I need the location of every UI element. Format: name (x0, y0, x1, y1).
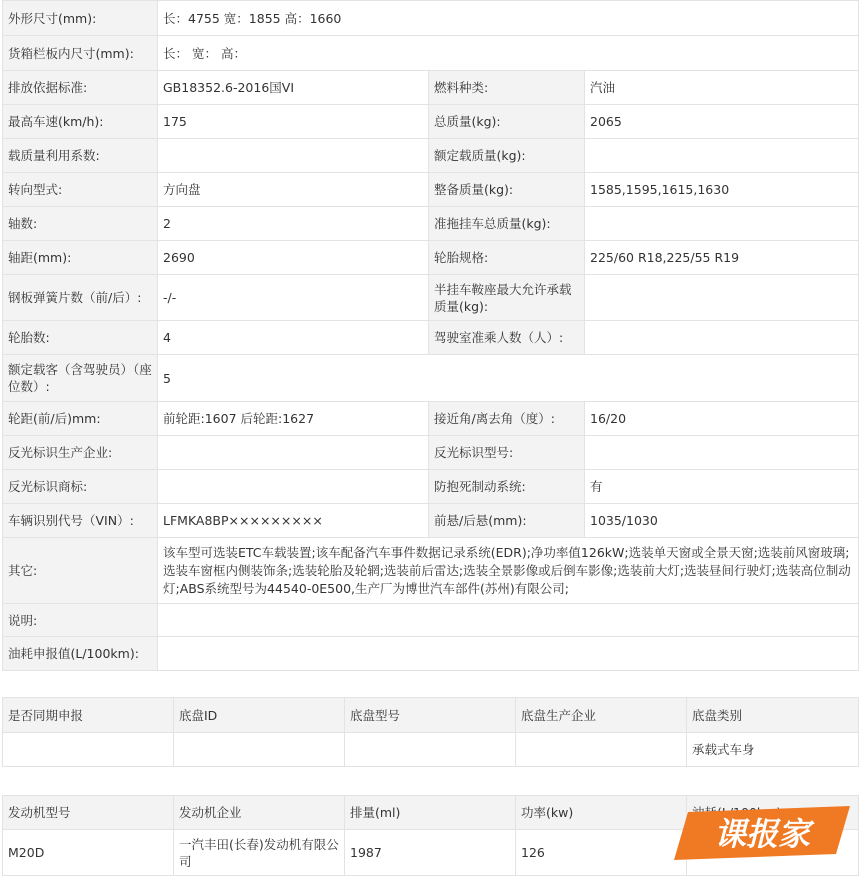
chassis-header-model: 底盘型号 (345, 698, 516, 733)
spec-row-leafspring (3, 275, 859, 321)
dimensions-value: 长：4755 宽：1855 高：1660 (158, 1, 859, 36)
chassis-header-row (3, 698, 859, 733)
dimensions-label: 外形尺寸(mm): (3, 1, 158, 36)
cargo-value: 长： 宽： 高： (158, 36, 859, 71)
track-value: 前轮距:1607 后轮距:1627 (158, 402, 429, 436)
wheelbase-value: 2690 (158, 241, 429, 275)
engine-header-power: 功率(kw) (516, 796, 687, 830)
spec-row-cargo (3, 36, 859, 71)
spec-row-reflector (3, 436, 859, 470)
cab-value (585, 321, 859, 355)
tire-value: 225/60 R18,225/55 R19 (585, 241, 859, 275)
chassis-header-manufacturer: 底盘生产企业 (516, 698, 687, 733)
engine-cell-displacement: 1987 (345, 830, 516, 876)
leafspring-label: 钢板弹簧片数（前/后）: (3, 275, 158, 321)
spec-row-seats (3, 355, 859, 402)
engine-header-manufacturer: 发动机企业 (174, 796, 345, 830)
loadcoef-label: 载质量利用系数: (3, 139, 158, 173)
curbmass-label: 整备质量(kg): (429, 173, 585, 207)
seats-value: 5 (158, 355, 859, 402)
spec-row-vin (3, 504, 859, 538)
spec-row-fuelcons (3, 637, 859, 671)
abs-label: 防抱死制动系统: (429, 470, 585, 504)
chassis-cell-manufacturer (516, 733, 687, 767)
engine-cell-power: 126 (516, 830, 687, 876)
steering-value: 方向盘 (158, 173, 429, 207)
engine-cell-model: M20D (3, 830, 174, 876)
reflector-model-label: 反光标识型号: (429, 436, 585, 470)
spec-row-load (3, 139, 859, 173)
cab-label: 驾驶室准乘人数（人）: (429, 321, 585, 355)
chassis-header-category: 底盘类别 (687, 698, 859, 733)
table-row (3, 733, 859, 767)
spec-row-dimensions (3, 1, 859, 36)
watermark-logo-graphic (674, 806, 850, 860)
overhang-label: 前悬/后悬(mm): (429, 504, 585, 538)
ratedload-value (585, 139, 859, 173)
fuelcons-value (158, 637, 859, 671)
other-value: 该车型可选装ETC车载装置;该车配备汽车事件数据记录系统(EDR);净功率值126kW;选装单天窗或全景天窗;选装前风窗玻璃;选装车窗框内侧装饰条;选装轮胎及轮辋;选装前后雷达;选装全景影像或后倒车影像;选装前大灯;选装昼间行驶灯;选装高位制动灯;ABS系统型号为44540-0E500,生产厂为博世汽车部件(苏州)有限公司; (158, 538, 859, 604)
wheelbase-label: 轴距(mm): (3, 241, 158, 275)
chassis-cell-concurrent (3, 733, 174, 767)
reflector-brand-label: 反光标识商标: (3, 470, 158, 504)
spec-row-wheelbase (3, 241, 859, 275)
chassis-cell-category: 承载式车身 (687, 733, 859, 767)
overhang-value: 1035/1030 (585, 504, 859, 538)
abs-value: 有 (585, 470, 859, 504)
steering-label: 转向型式: (3, 173, 158, 207)
emission-value: GB18352.6-2016国VI (158, 71, 429, 105)
spec-row-track (3, 402, 859, 436)
vin-label: 车辆识别代号（VIN）: (3, 504, 158, 538)
chassis-cell-id (174, 733, 345, 767)
track-label: 轮距(前/后)mm: (3, 402, 158, 436)
axles-value: 2 (158, 207, 429, 241)
chassis-cell-model (345, 733, 516, 767)
totalmass-value: 2065 (585, 105, 859, 139)
chassis-table (2, 697, 859, 767)
spec-row-brand (3, 470, 859, 504)
reflector-mfr-label: 反光标识生产企业: (3, 436, 158, 470)
fuel-value: 汽油 (585, 71, 859, 105)
tire-label: 轮胎规格: (429, 241, 585, 275)
totalmass-label: 总质量(kg): (429, 105, 585, 139)
spec-row-other (3, 538, 859, 604)
cargo-label: 货箱栏板内尺寸(mm): (3, 36, 158, 71)
curbmass-value: 1585,1595,1615,1630 (585, 173, 859, 207)
leafspring-value: -/- (158, 275, 429, 321)
ratedload-label: 额定载质量(kg): (429, 139, 585, 173)
remark-value (158, 604, 859, 637)
watermark-text: 课报家 (713, 815, 811, 853)
loadcoef-value (158, 139, 429, 173)
watermark-logo (674, 806, 850, 860)
angle-label: 接近角/离去角（度）: (429, 402, 585, 436)
emission-label: 排放依据标准: (3, 71, 158, 105)
chassis-header-id: 底盘ID (174, 698, 345, 733)
tirecount-label: 轮胎数: (3, 321, 158, 355)
spec-row-tirecount (3, 321, 859, 355)
engine-header-displacement: 排量(ml) (345, 796, 516, 830)
reflector-mfr-value (158, 436, 429, 470)
reflector-model-value (585, 436, 859, 470)
spec-row-emission (3, 71, 859, 105)
spec-row-steering (3, 173, 859, 207)
fuel-label: 燃料种类: (429, 71, 585, 105)
axles-label: 轴数: (3, 207, 158, 241)
engine-header-model: 发动机型号 (3, 796, 174, 830)
trailer-label: 准拖挂车总质量(kg): (429, 207, 585, 241)
other-label: 其它: (3, 538, 158, 604)
maxspeed-label: 最高车速(km/h): (3, 105, 158, 139)
saddle-value (585, 275, 859, 321)
maxspeed-value: 175 (158, 105, 429, 139)
angle-value: 16/20 (585, 402, 859, 436)
seats-label: 额定载客（含驾驶员）（座位数）: (3, 355, 158, 402)
engine-cell-manufacturer: 一汽丰田(长春)发动机有限公司 (174, 830, 345, 876)
reflector-brand-value (158, 470, 429, 504)
fuelcons-label: 油耗申报值(L/100km): (3, 637, 158, 671)
saddle-label: 半挂车鞍座最大允许承载质量(kg): (429, 275, 585, 321)
remark-label: 说明: (3, 604, 158, 637)
vin-value: LFMKA8BP××××××××× (158, 504, 429, 538)
spec-row-speed (3, 105, 859, 139)
spec-row-remark (3, 604, 859, 637)
trailer-value (585, 207, 859, 241)
chassis-header-concurrent: 是否同期申报 (3, 698, 174, 733)
spec-row-axles (3, 207, 859, 241)
vehicle-spec-table (2, 0, 859, 671)
tirecount-value: 4 (158, 321, 429, 355)
